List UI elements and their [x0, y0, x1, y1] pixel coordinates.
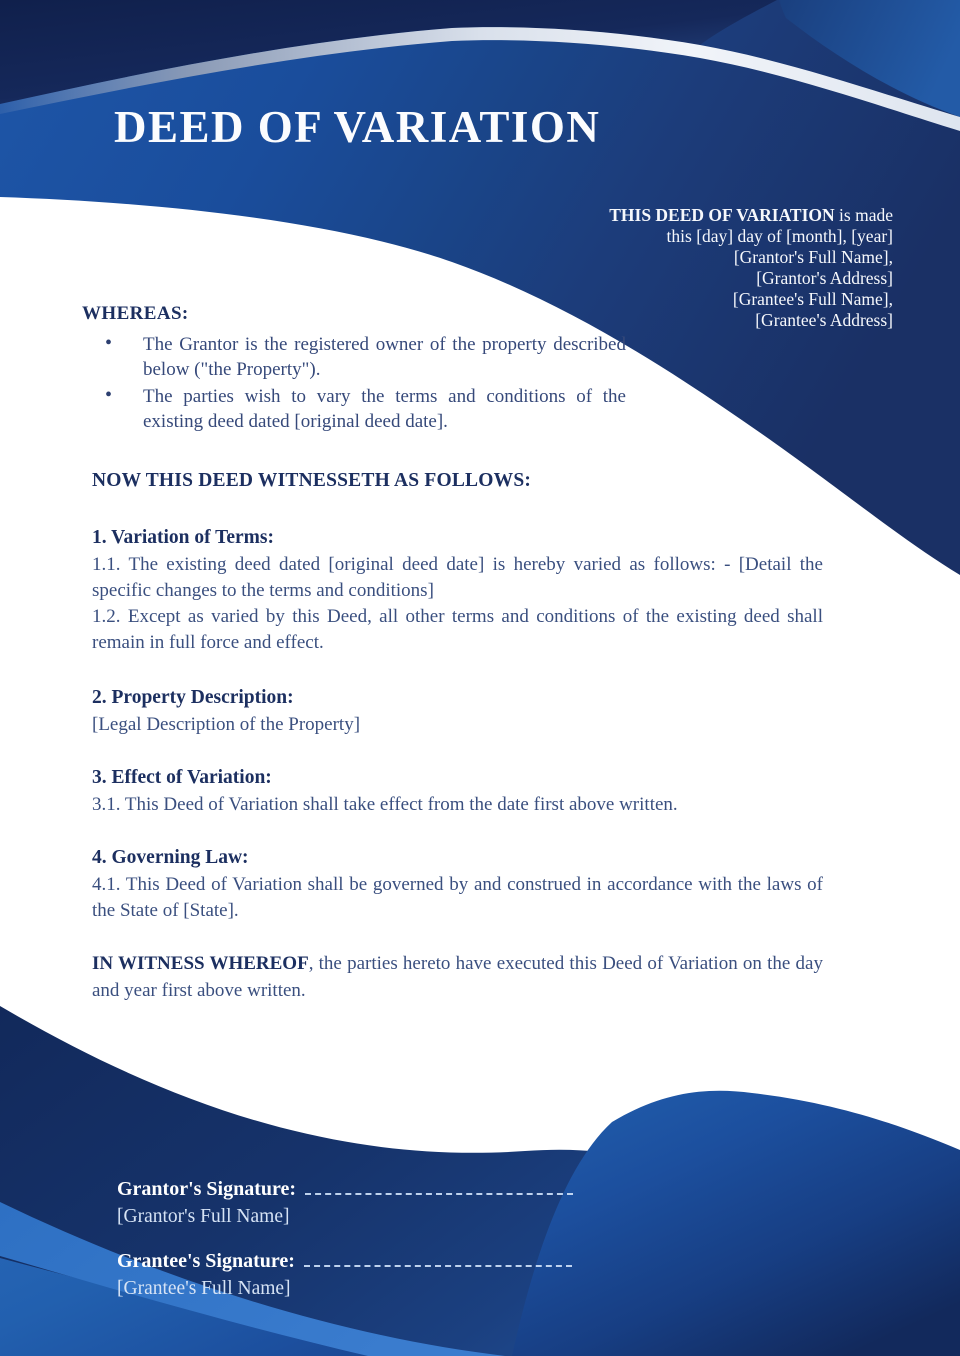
section-paragraph: 4.1. This Deed of Variation shall be governed by and construed in accordance with the laws of the State of [State].	[92, 874, 823, 921]
section-paragraph: 3.1. This Deed of Variation shall take effect from the date first above written.	[92, 794, 678, 815]
intro-line-date: this [day] day of [month], [year]	[666, 226, 893, 246]
intro-line-grantor-name: [Grantor's Full Name],	[733, 247, 893, 267]
section-paragraph: [Legal Description of the Property]	[92, 714, 361, 735]
grantee-signature-block	[117, 1248, 677, 1302]
witnesseth-heading: NOW THIS DEED WITNESSETH AS FOLLOWS:	[92, 470, 532, 491]
intro-line-grantee-address: [Grantee's Address]	[755, 310, 893, 330]
section-variation-of-terms	[92, 527, 823, 656]
section-effect-of-variation	[92, 767, 823, 818]
intro-bold-phrase: THIS DEED OF VARIATION	[609, 205, 835, 225]
section-heading: 1. Variation of Terms:	[92, 527, 275, 548]
whereas-bullet-item: • The Grantor is the registered owner of the property described below ("the Property").	[92, 332, 626, 382]
grantee-signature-row	[117, 1248, 677, 1274]
section-governing-law	[92, 847, 823, 924]
section-property-description	[92, 687, 823, 738]
grantor-signature-row	[117, 1176, 677, 1202]
section-paragraph: 1.1. The existing deed dated [original deed date] is hereby varied as follows: - [Detail the specific changes to the terms and conditions]	[92, 554, 823, 601]
page-title: DEED OF VARIATION	[114, 102, 601, 152]
section-heading: 4. Governing Law:	[92, 847, 249, 868]
intro-block	[463, 205, 893, 331]
section-heading: 2. Property Description:	[92, 687, 294, 708]
grantee-signature-label: Grantee's Signature:	[117, 1250, 295, 1272]
section-paragraph: 1.2. Except as varied by this Deed, all other terms and conditions of the existing deed shall remain in full force and effect.	[92, 606, 823, 653]
whereas-bullet-item: • The parties wish to vary the terms and conditions of the existing deed dated [original deed date].	[92, 384, 626, 434]
grantee-name-placeholder: [Grantee's Full Name]	[117, 1278, 291, 1299]
intro-line-made: THIS DEED OF VARIATION is made	[609, 205, 893, 225]
intro-line-grantee-name: [Grantee's Full Name],	[732, 289, 893, 309]
grantor-signature-block	[117, 1176, 677, 1230]
witness-bold-phrase: IN WITNESS WHEREOF	[92, 953, 309, 974]
whereas-heading: WHEREAS:	[82, 303, 189, 324]
grantor-signature-label: Grantor's Signature:	[117, 1178, 297, 1200]
witness-paragraph: IN WITNESS WHEREOF, the parties hereto have executed this Deed of Variation on the day and year first above written.	[92, 953, 823, 1001]
grantee-signature-line	[304, 1251, 572, 1267]
whereas-bullet-list	[92, 332, 626, 436]
section-heading: 3. Effect of Variation:	[92, 767, 272, 788]
grantor-signature-line	[305, 1179, 573, 1195]
intro-line-grantor-address: [Grantor's Address]	[756, 268, 893, 288]
grantor-name-placeholder: [Grantor's Full Name]	[117, 1206, 290, 1227]
